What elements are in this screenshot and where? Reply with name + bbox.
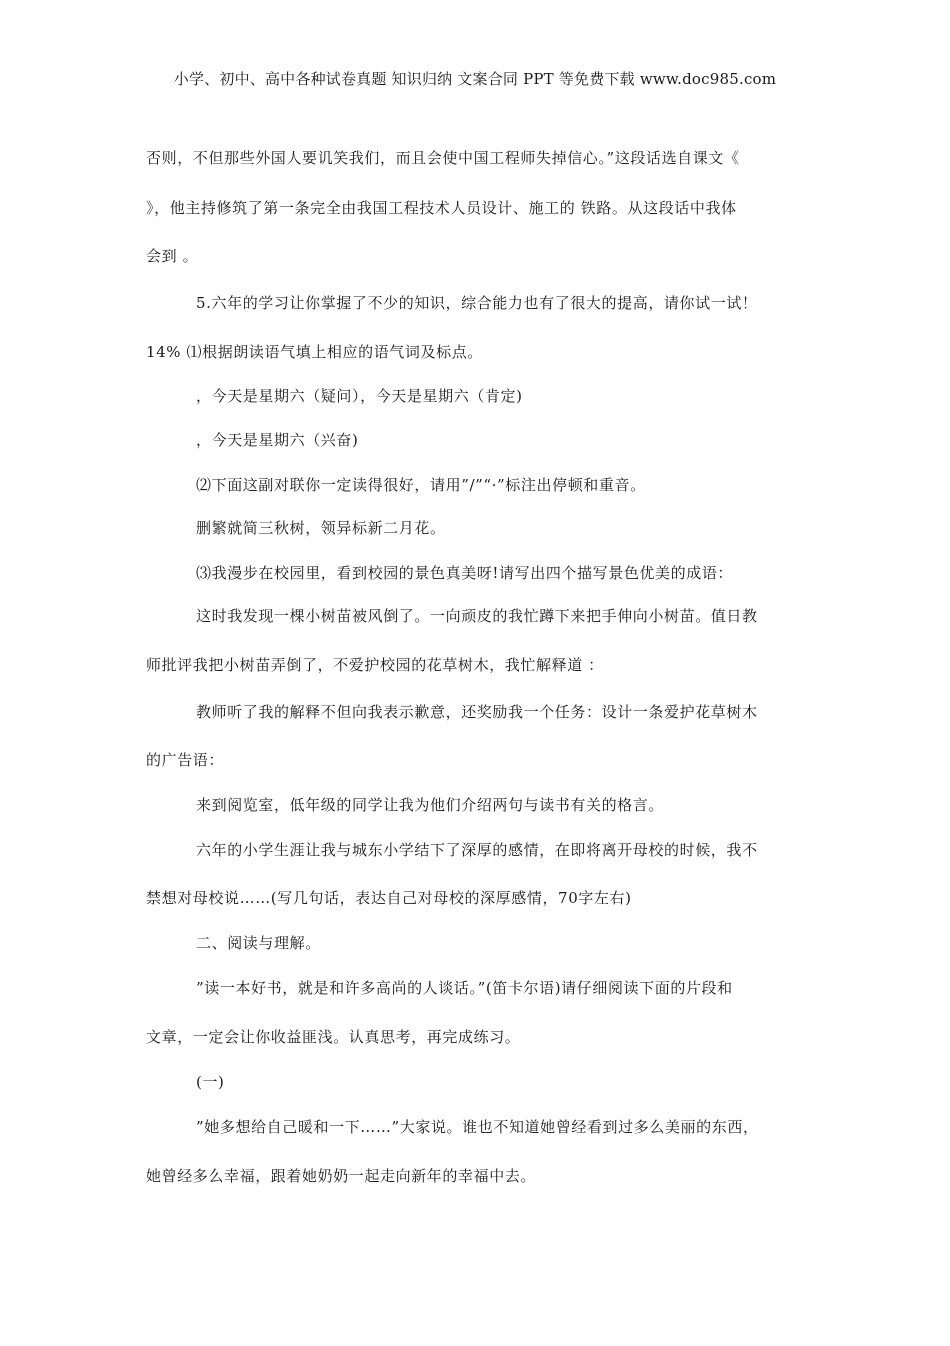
text-line-17: 禁想对母校说……(写几句话，表达自己对母校的深厚感情，70字左右) — [146, 889, 632, 907]
text-line-6: ，今天是星期六（疑问），今天是星期六（肯定) — [196, 387, 523, 405]
page-header: 小学、初中、高中各种试卷真题 知识归纳 文案合同 PPT 等免费下载 www.doc985.com — [173, 70, 777, 88]
text-line-8: ⑵下面这副对联你一定读得很好，请用”/”“·”标注出停顿和重音。 — [196, 476, 646, 494]
text-line-21: (一) — [196, 1073, 225, 1091]
text-line-7: ，今天是星期六（兴奋) — [196, 431, 359, 449]
text-line-15: 来到阅览室，低年级的同学让我为他们介绍两句与读书有关的格言。 — [196, 796, 665, 814]
text-line-3: 会到 。 — [146, 247, 199, 265]
text-line-13: 教师听了我的解释不但向我表示歉意，还奖励我一个任务：设计一条爱护花草树木 — [196, 703, 758, 721]
text-line-14: 的广告语： — [146, 751, 225, 769]
text-line-9: 删繁就简三秋树，领异标新二月花。 — [196, 519, 446, 537]
text-line-10: ⑶我漫步在校园里，看到校园的景色真美呀!请写出四个描写景色优美的成语： — [196, 564, 734, 582]
text-line-20: 文章，一定会让你收益匪浅。认真思考，再完成练习。 — [146, 1028, 521, 1046]
text-line-22: ”她多想给自己暖和一下……”大家说。谁也不知道她曾经看到过多么美丽的东西， — [196, 1118, 759, 1136]
text-line-16: 六年的小学生涯让我与城东小学结下了深厚的感情，在即将离开母校的时候，我不 — [196, 841, 758, 859]
text-line-1: 否则，不但那些外国人要讥笑我们，而且会使中国工程师失掉信心。”这段话选自课文《 — [146, 149, 740, 167]
text-line-5: 14% ⑴根据朗读语气填上相应的语气词及标点。 — [146, 343, 483, 361]
text-line-4: 5.六年的学习让你掌握了不少的知识，综合能力也有了很大的提高，请你试一试！ — [196, 294, 758, 312]
text-line-19: ”读一本好书，就是和许多高尚的人谈话。”(笛卡尔语)请仔细阅读下面的片段和 — [196, 979, 733, 997]
text-line-2: 》，他主持修筑了第一条完全由我国工程技术人员设计、施工的 铁路。从这段话中我体 — [146, 199, 737, 217]
text-line-18: 二、阅读与理解。 — [196, 934, 321, 952]
text-line-23: 她曾经多么幸福，跟着她奶奶一起走向新年的幸福中去。 — [146, 1167, 537, 1185]
text-line-11: 这时我发现一棵小树苗被风倒了。一向顽皮的我忙蹲下来把手伸向小树苗。值日教 — [196, 607, 758, 625]
text-line-12: 师批评我把小树苗弄倒了，不爱护校园的花草树木，我忙解释道 ： — [146, 656, 604, 674]
